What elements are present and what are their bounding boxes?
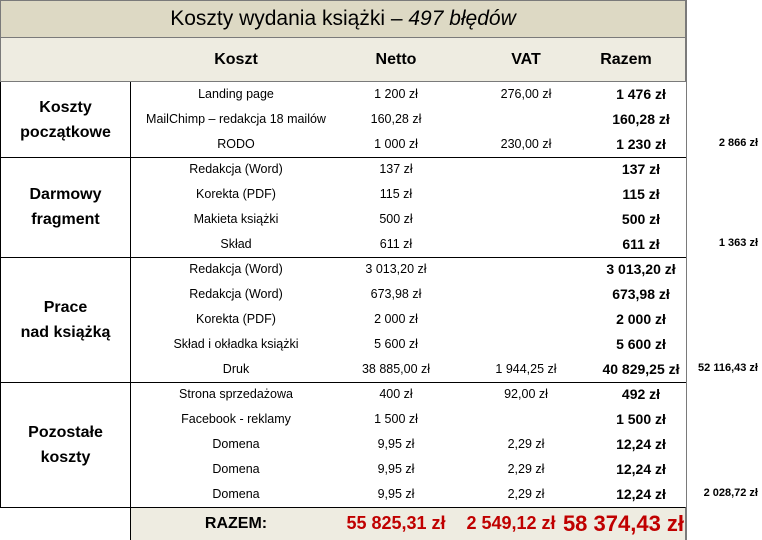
table-row (131, 407, 687, 432)
table-row (131, 207, 687, 232)
cost-group (0, 382, 686, 508)
group-subtotal: 1 363 zł (718, 237, 758, 249)
cost-name: Skład (220, 237, 252, 251)
cost-name: Redakcja (Word) (189, 162, 283, 176)
header-razem: Razem (600, 51, 652, 68)
cost-vat: 1 944,25 zł (495, 362, 557, 376)
table-row (131, 307, 687, 332)
cost-name: Domena (212, 437, 260, 451)
column-header-row (0, 38, 686, 82)
cost-netto: 1 000 zł (374, 137, 418, 151)
cost-netto: 115 zł (379, 187, 413, 201)
cost-razem: 12,24 zł (616, 486, 666, 502)
cost-name: Facebook - reklamy (181, 412, 291, 426)
cost-razem: 115 zł (622, 186, 660, 202)
cost-vat: 230,00 zł (500, 137, 552, 151)
table-row (131, 357, 687, 382)
cost-name: MailChimp – redakcja 18 mailów (146, 112, 326, 126)
table-row (131, 132, 687, 157)
total-razem: 58 374,43 zł (562, 511, 685, 536)
table-row (131, 182, 687, 207)
sheet-title (0, 0, 686, 38)
cost-razem: 40 829,25 zł (602, 361, 680, 377)
cost-vat: 2,29 zł (507, 487, 545, 501)
cost-razem: 500 zł (621, 211, 661, 227)
cost-netto: 1 200 zł (374, 87, 418, 101)
title-main: Koszty wydania książki – (170, 7, 409, 30)
cost-razem: 1 500 zł (616, 411, 666, 427)
cost-netto: 1 500 zł (374, 412, 418, 426)
total-vat: 2 549,12 zł (466, 513, 556, 533)
table-row (131, 482, 687, 507)
cost-name: RODO (217, 137, 255, 151)
table-row (131, 157, 687, 182)
cost-group (0, 157, 686, 258)
group-subtotal: 2 866 zł (718, 137, 758, 149)
cost-razem: 5 600 zł (616, 336, 666, 352)
table-row (131, 82, 687, 107)
cost-name: Korekta (PDF) (196, 312, 276, 326)
cost-vat: 92,00 zł (504, 387, 548, 401)
cost-razem: 673,98 zł (612, 286, 670, 302)
group-label: Koszty początkowe (1, 82, 131, 157)
cost-razem: 492 zł (621, 386, 661, 402)
cost-netto: 9,95 zł (377, 487, 415, 501)
cost-razem: 12,24 zł (616, 461, 666, 477)
cost-razem: 137 zł (621, 161, 661, 177)
cost-name: Landing page (198, 87, 274, 101)
cost-razem: 3 013,20 zł (606, 261, 676, 277)
cost-netto: 137 zł (379, 162, 413, 176)
cost-netto: 673,98 zł (370, 287, 422, 301)
cost-name: Korekta (PDF) (196, 187, 276, 201)
cost-netto: 9,95 zł (377, 437, 415, 451)
header-netto: Netto (375, 51, 417, 68)
cost-netto: 611 zł (379, 237, 413, 251)
cost-group (0, 82, 686, 158)
group-subtotal: 2 028,72 zł (703, 487, 758, 499)
title-italic: 497 błędów (408, 7, 516, 30)
cost-netto: 38 885,00 zł (361, 362, 431, 376)
cost-name: Makieta książki (193, 212, 279, 226)
cost-name: Redakcja (Word) (189, 287, 283, 301)
cost-netto: 2 000 zł (374, 312, 418, 326)
group-subtotal: 52 116,43 zł (698, 362, 758, 374)
cost-razem: 1 230 zł (616, 136, 666, 152)
cost-name: Domena (212, 462, 260, 476)
cost-netto: 400 zł (379, 387, 413, 401)
cost-netto: 500 zł (379, 212, 413, 226)
cost-vat: 276,00 zł (500, 87, 552, 101)
table-row (131, 257, 687, 282)
cost-group (0, 257, 686, 383)
cost-razem: 12,24 zł (616, 436, 666, 452)
group-label: Darmowy fragment (1, 157, 131, 257)
header-koszt: Koszt (214, 51, 258, 68)
cost-razem: 1 476 zł (616, 86, 666, 102)
cost-netto: 160,28 zł (370, 112, 422, 126)
table-row (131, 332, 687, 357)
cost-table (0, 82, 686, 507)
group-label: Prace nad książką (1, 257, 131, 382)
cost-razem: 611 zł (622, 236, 660, 252)
cost-razem: 2 000 zł (616, 311, 666, 327)
group-label: Pozostałe koszty (1, 382, 131, 507)
cost-vat: 2,29 zł (507, 462, 545, 476)
total-label: RAZEM: (204, 515, 268, 532)
cost-name: Strona sprzedażowa (179, 387, 293, 401)
cost-vat: 2,29 zł (507, 437, 545, 451)
total-netto: 55 825,31 zł (346, 513, 446, 533)
cost-name: Domena (212, 487, 260, 501)
cost-netto: 5 600 zł (374, 337, 418, 351)
table-row (131, 232, 687, 257)
table-row (131, 107, 687, 132)
cost-name: Redakcja (Word) (189, 262, 283, 276)
header-vat: VAT (511, 51, 541, 68)
cost-razem: 160,28 zł (612, 111, 670, 127)
cost-netto: 3 013,20 zł (365, 262, 427, 276)
table-row (131, 282, 687, 307)
table-row (131, 432, 687, 457)
total-row (130, 507, 686, 540)
sheet-right-border (686, 0, 687, 540)
cost-name: Druk (222, 362, 250, 376)
table-row (131, 457, 687, 482)
cost-netto: 9,95 zł (377, 462, 415, 476)
table-row (131, 382, 687, 407)
cost-name: Skład i okładka książki (173, 337, 299, 351)
